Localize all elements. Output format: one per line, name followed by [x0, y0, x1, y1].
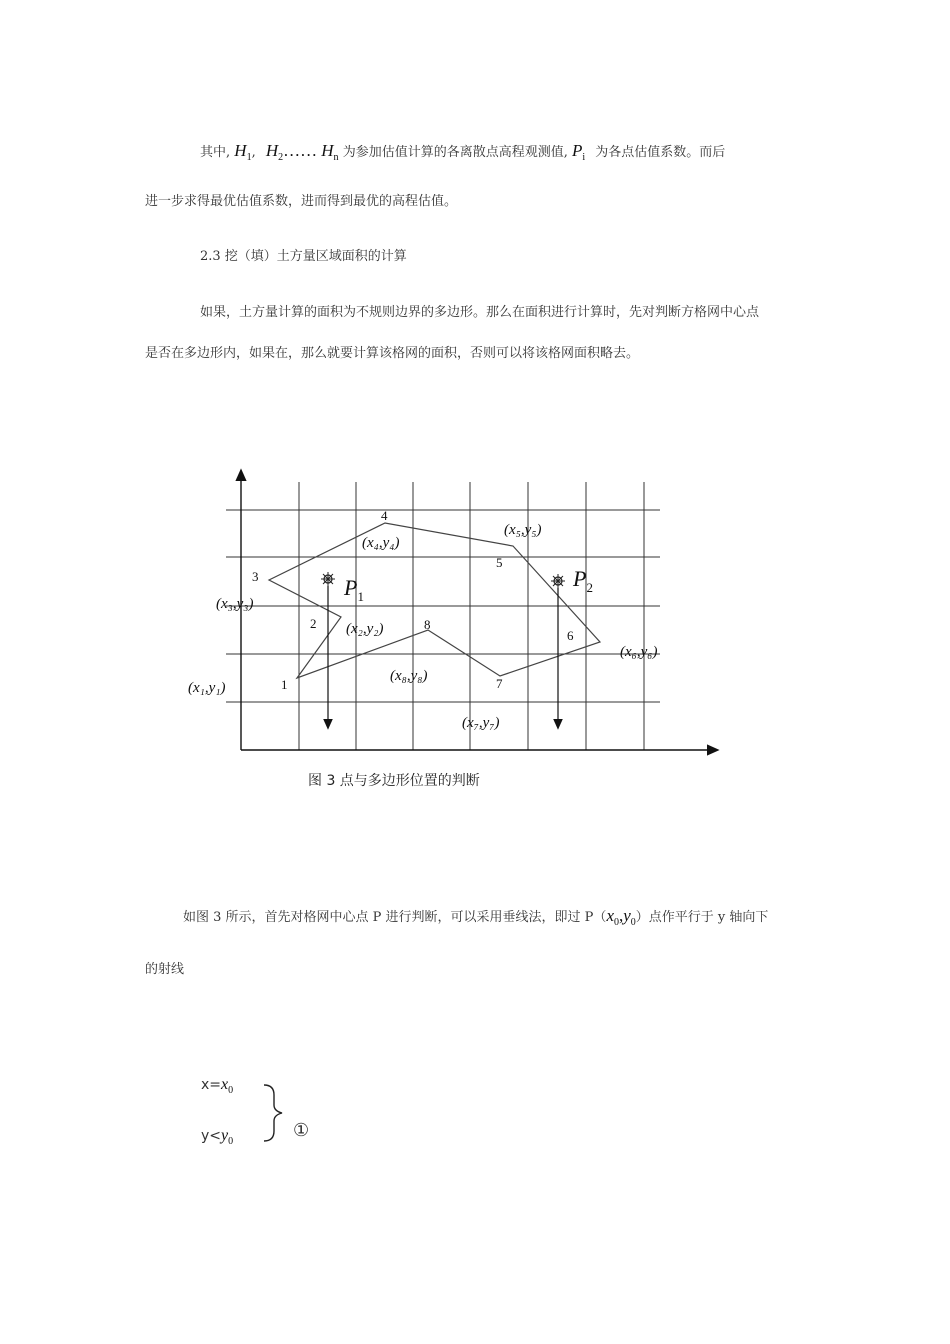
separator: , — [251, 145, 256, 160]
vertex-label-6: 6 — [567, 628, 574, 643]
grid-verticals — [299, 482, 644, 750]
coord-label-8: (x₈,y₈) — [390, 668, 428, 684]
grid-horizontals — [226, 510, 660, 702]
formula-number: ① — [293, 1120, 310, 1141]
para1-text-a: 为参加估值计算的各离散点高程观测值, — [342, 145, 568, 160]
p2-marker — [551, 574, 565, 588]
section-heading: 2.3 挖（填）土方量区域面积的计算 — [200, 249, 407, 264]
para3-line1 — [183, 906, 768, 933]
coord-label-2: (x₂,y₂) — [346, 621, 384, 637]
polygon-boundary — [269, 523, 600, 678]
figure-caption: 图 3 点与多边形位置的判断 — [308, 773, 480, 789]
vertex-label-5: 5 — [496, 555, 503, 570]
para1-line2: 进一步求得最优估值系数，进而得到最优的高程估值。 — [145, 194, 458, 209]
para2-line1: 如果，土方量计算的面积为不规则边界的多边形。那么在面积进行计算时，先对判断方格网中心点 — [200, 305, 760, 320]
vertex-label-2: 2 — [310, 616, 317, 631]
figure-point-polygon — [0, 460, 950, 800]
para1-lead: 其中, — [200, 145, 231, 160]
coord-label-5: (x₅,y₅) — [504, 522, 542, 538]
coord-label-6: (x₆,y₆) — [620, 644, 658, 660]
para1-line1 — [200, 141, 725, 168]
para1-text-b: 为各点估值系数。而后 — [595, 145, 726, 160]
para3-text-a: 如图 3 所示，首先对格网中心点 P 进行判断，可以采用垂线法，即过 P（ — [183, 910, 607, 925]
vertex-label-1: 1 — [281, 677, 288, 692]
p1-marker — [321, 572, 335, 586]
formula-eq1: $x=x_0$ — [201, 1076, 234, 1096]
h1-symbol: $H_1$ — [234, 141, 252, 163]
vertex-label-4: 4 — [381, 508, 388, 523]
p1-label: $P_1$ — [344, 575, 364, 604]
coord-label-7: (x₇,y₇) — [462, 715, 500, 731]
p2-label: $P_2$ — [573, 566, 593, 595]
formula-eq2: $y<y_0$ — [201, 1127, 234, 1147]
coord-label-4: (x₄,y₄) — [362, 535, 400, 551]
para2-line2: 是否在多边形内，如果在，那么就要计算该格网的面积，否则可以将该格网面积略去。 — [145, 346, 640, 361]
para3-text-b: ）点作平行于 y 轴向下 — [635, 910, 769, 925]
para3-line2: 的射线 — [145, 962, 185, 977]
hn-symbol: $H_n$ — [321, 141, 339, 163]
formula-brace — [260, 1083, 290, 1143]
pi-symbol: $P_i$ — [571, 141, 586, 163]
coord-label-3: (x₃,y₃) — [216, 596, 254, 612]
coord-label-1: (x₁,y₁) — [188, 680, 226, 696]
x0-y0-symbol: $x_0,y_0$ — [606, 906, 636, 928]
vertex-label-3: 3 — [252, 569, 259, 584]
h2-symbol: $H_2\dots\dots$ — [265, 141, 318, 163]
vertex-label-7: 7 — [496, 676, 503, 691]
vertex-label-8: 8 — [424, 617, 431, 632]
